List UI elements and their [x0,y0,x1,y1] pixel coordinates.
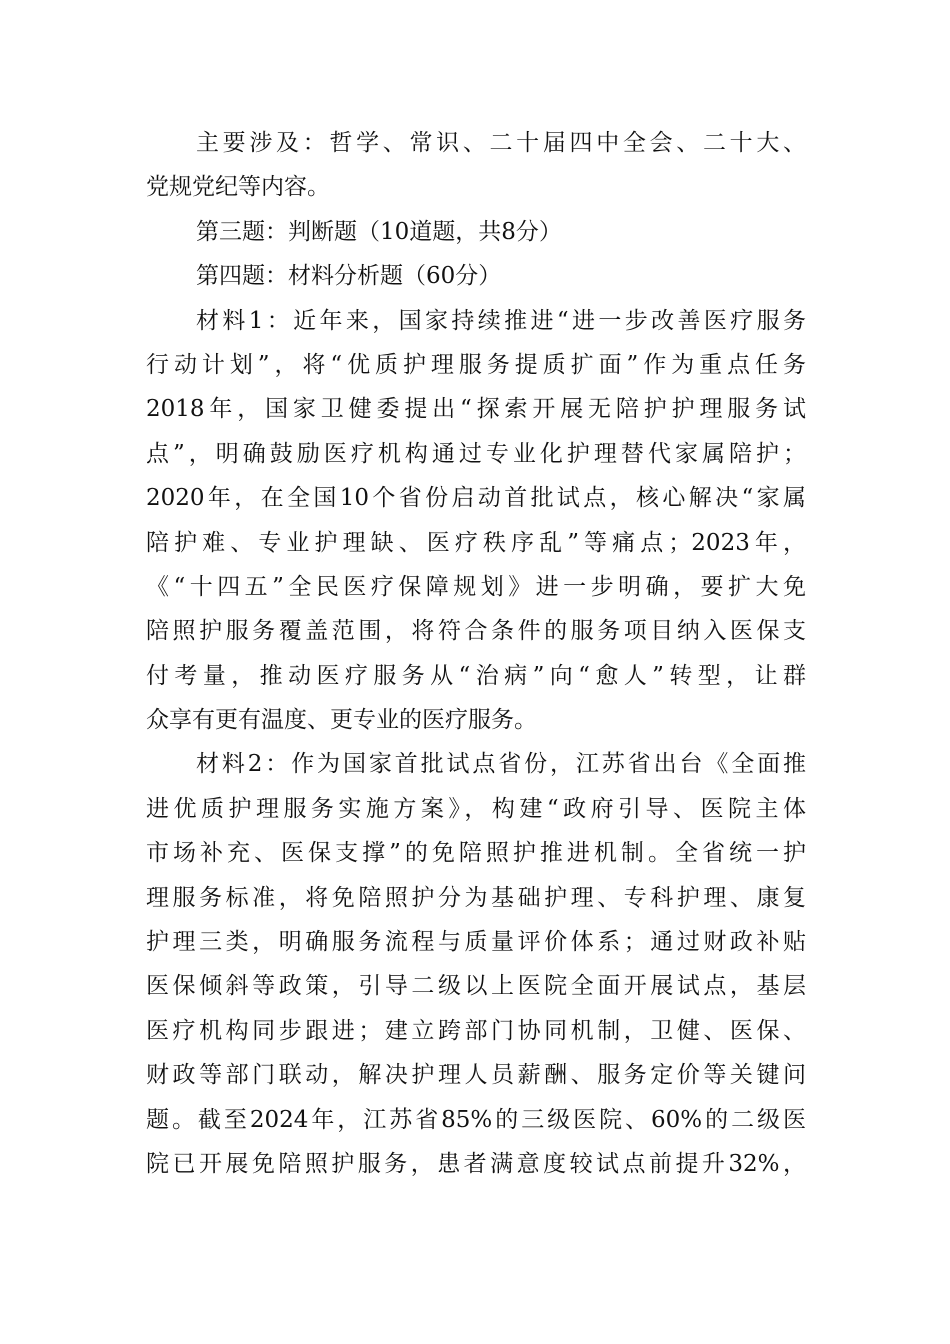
paragraph-line: 理服务标准，将免陪照护分为基础护理、专科护理、康复 [146,884,806,911]
paragraph-line: 医保倾斜等政策，引导二级以上医院全面开展试点，基层 [146,973,806,1000]
paragraph-line: 点”，明确鼓励医疗机构通过专业化护理替代家属陪护； [146,440,806,467]
paragraph-line: 《“十四五”全民医疗保障规划》进一步明确，要扩大免 [146,573,806,600]
paragraph-line: 陪护难、专业护理缺、医疗秩序乱”等痛点；2023年， [146,529,806,556]
paragraph-line: 材料2：作为国家首批试点省份，江苏省出台《全面推 [196,751,806,778]
paragraph-line: 护理三类，明确服务流程与质量评价体系；通过财政补贴 [146,929,806,956]
paragraph-line: 陪照护服务覆盖范围，将符合条件的服务项目纳入医保支 [146,618,806,645]
paragraph-line: 进优质护理服务实施方案》，构建“政府引导、医院主体 [146,795,806,822]
paragraph-line: 众享有更有温度、更专业的医疗服务。 [146,707,537,734]
section-heading-true-false: 第三题：判断题（10道题，共8分） [196,218,562,245]
paragraph-line: 医疗机构同步跟进；建立跨部门协同机制，卫健、医保、 [146,1017,806,1044]
paragraph-line: 院已开展免陪照护服务，患者满意度较试点前提升32%， [146,1150,806,1177]
section-heading-material-analysis: 第四题：材料分析题（60分） [196,263,502,290]
paragraph-line: 行动计划”，将“优质护理服务提质扩面”作为重点任务 [146,351,806,378]
paragraph-line: 财政等部门联动，解决护理人员薪酬、服务定价等关键问 [146,1062,806,1089]
document-body [146,121,806,1186]
paragraph-line: 党规党纪等内容。 [146,174,330,201]
paragraph-line: 主要涉及：哲学、常识、二十届四中全会、二十大、 [196,130,806,156]
paragraph-line: 市场补充、医保支撑”的免陪照护推进机制。全省统一护 [146,840,806,867]
paragraph-line: 材料1：近年来，国家持续推进“进一步改善医疗服务 [196,307,806,334]
paragraph-line: 2020年，在全国10个省份启动首批试点，核心解决“家属 [146,485,806,512]
paragraph-line: 题。截至2024年，江苏省85%的三级医院、60%的二级医 [146,1106,806,1133]
paragraph-line: 付考量，推动医疗服务从“治病”向“愈人”转型，让群 [146,662,806,689]
paragraph-line: 2018年，国家卫健委提出“探索开展无陪护护理服务试 [146,396,806,423]
